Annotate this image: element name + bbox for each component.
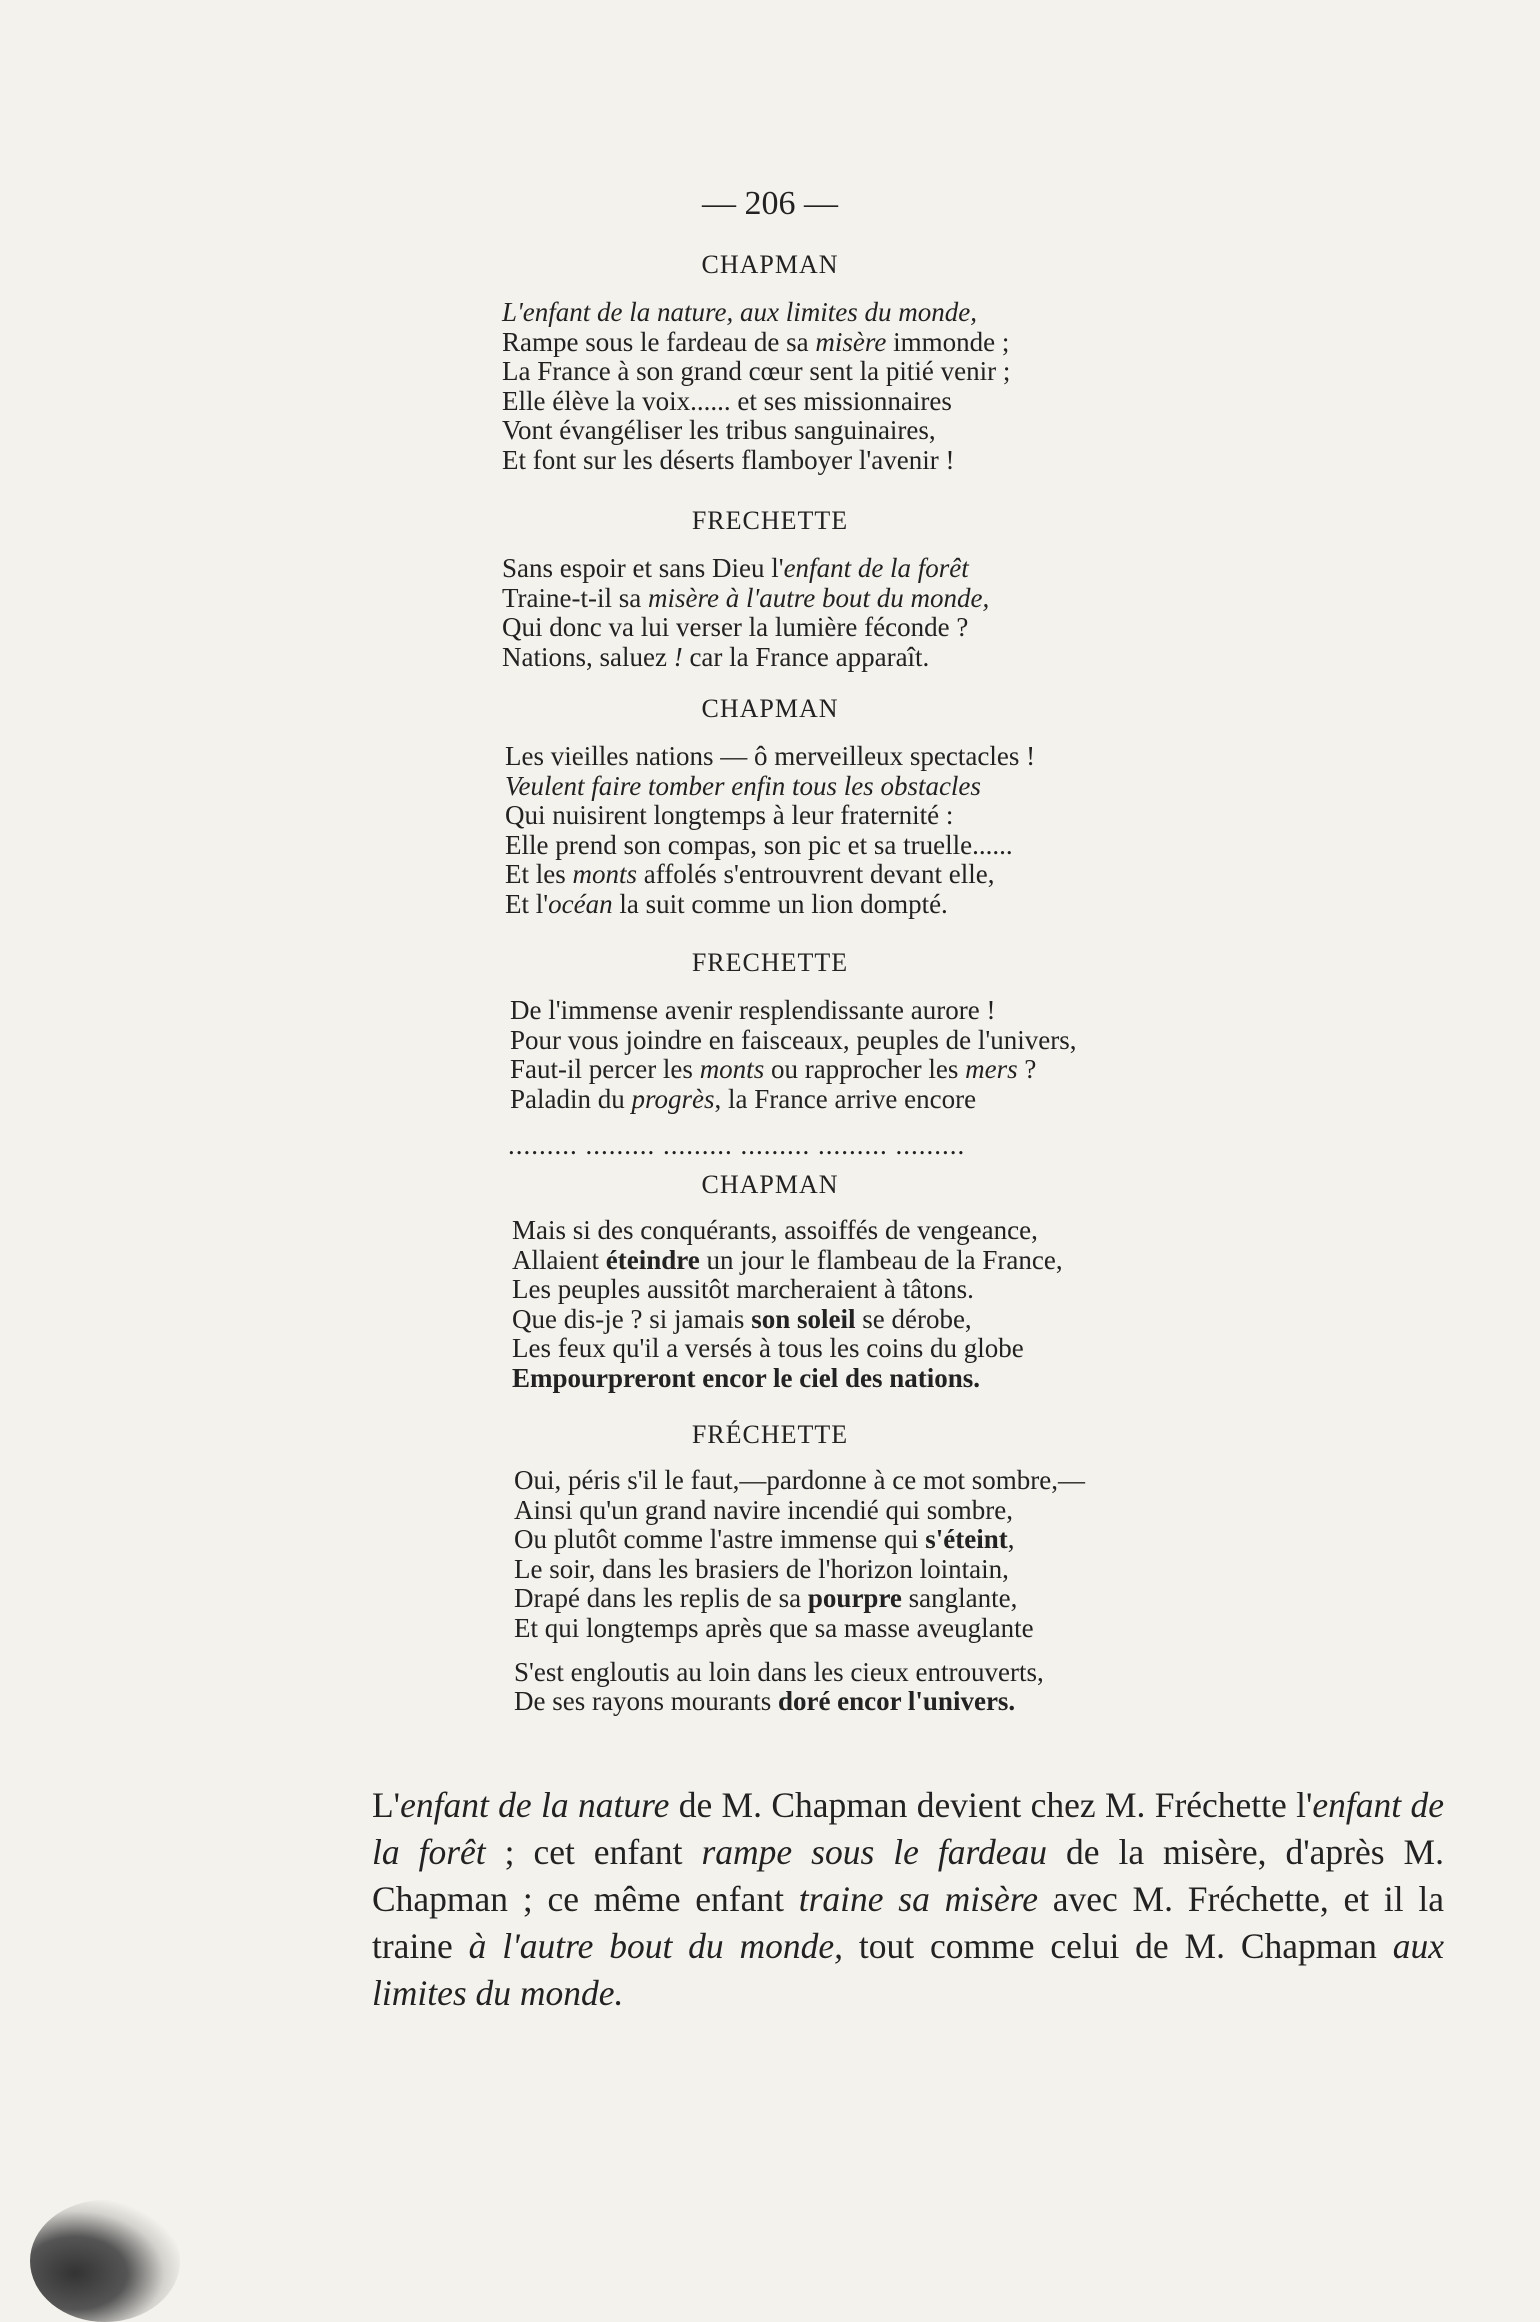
attribution-chapman-3: CHAPMAN xyxy=(701,1170,839,1199)
italic-text: Veulent faire tomber enfin tous les obstacles xyxy=(505,770,981,801)
text-run: ou rapprocher les xyxy=(764,1054,966,1085)
italic-text: mers xyxy=(965,1054,1018,1085)
verse-line xyxy=(502,643,989,673)
italic-text: à l'autre bout du monde, xyxy=(468,1926,844,1966)
verse-line xyxy=(512,1305,1063,1335)
text-run: Oui, péris s'il le faut,—pardonne à ce mot sombre,— xyxy=(514,1465,1085,1495)
text-run: de M. Chapman devient chez M. Fréchette l' xyxy=(669,1785,1313,1825)
text-run: Et les xyxy=(505,859,573,890)
verse-line xyxy=(510,1055,1076,1085)
stanza-4 xyxy=(510,996,1076,1114)
verse-line xyxy=(505,742,1035,772)
text-run: ; cet enfant xyxy=(485,1832,702,1872)
verse-line xyxy=(512,1334,1063,1364)
text-run: Que dis-je ? si jamais xyxy=(512,1303,752,1334)
text-run: Elle élève la voix...... et ses missionnaires xyxy=(502,385,952,416)
verse-line xyxy=(502,554,989,584)
verse-line xyxy=(514,1496,1085,1526)
stanza-1 xyxy=(502,298,1010,476)
italic-text: rampe sous le fardeau xyxy=(701,1832,1047,1872)
verse-line xyxy=(505,890,1035,920)
italic-text: enfant de la forêt xyxy=(783,553,969,583)
italic-text: monts xyxy=(572,859,638,890)
verse-line xyxy=(514,1525,1085,1555)
stanza-5 xyxy=(512,1216,1063,1394)
text-run: Les vieilles nations — ô merveilleux spectacles ! xyxy=(505,741,1036,771)
italic-text: misère à l'autre bout du monde, xyxy=(647,582,990,613)
text-run: un jour le flambeau de la France, xyxy=(699,1244,1063,1275)
verse-line xyxy=(505,801,1035,831)
verse-line xyxy=(510,1026,1076,1056)
text-run: tout comme celui de M. Chapman xyxy=(843,1926,1393,1966)
attribution-chapman-2: CHAPMAN xyxy=(701,694,839,723)
italic-text: misère xyxy=(815,326,887,357)
text-run: Sans espoir et sans Dieu l' xyxy=(502,553,784,583)
text-run: car la France apparaît. xyxy=(682,641,930,672)
attribution-frechette-1: FRECHETTE xyxy=(691,506,849,535)
italic-text: traine sa misère xyxy=(798,1879,1038,1919)
text-run: Rampe sous le fardeau de sa xyxy=(502,326,816,357)
verse-line xyxy=(514,1644,1085,1658)
text-run: Allaient xyxy=(512,1244,606,1275)
verse-line xyxy=(502,328,1010,358)
text-run: Paladin du xyxy=(510,1083,632,1114)
text-run: Les peuples aussitôt marcheraient à tâtons. xyxy=(512,1274,974,1305)
verse-line xyxy=(510,1085,1076,1115)
text-run: Et qui longtemps après que sa masse aveuglante xyxy=(514,1612,1034,1643)
text-run: La France à son grand cœur sent la pitié venir ; xyxy=(502,356,1011,387)
text-run: Vont évangéliser les tribus sanguinaires, xyxy=(502,415,936,446)
verse-line xyxy=(512,1246,1063,1276)
text-run: sanglante, xyxy=(901,1583,1018,1614)
bold-text: Empourpreront encor le ciel des nations. xyxy=(512,1362,980,1393)
verse-line xyxy=(512,1364,1063,1394)
text-run: Qui nuisirent longtemps à leur fraternité : xyxy=(505,800,954,831)
text-run: affolés s'entrouvrent devant elle, xyxy=(637,859,995,890)
italic-text: ! xyxy=(673,641,683,672)
verse-line xyxy=(502,387,1010,417)
bold-text: pourpre xyxy=(807,1583,902,1614)
stanza-2 xyxy=(502,554,989,672)
verse-line xyxy=(514,1614,1085,1644)
text-run: Ainsi qu'un grand navire incendié qui sombre, xyxy=(514,1494,1013,1525)
text-run: Faut-il percer les xyxy=(510,1054,700,1085)
text-run: Et font sur les déserts flamboyer l'avenir ! xyxy=(502,444,955,475)
verse-line xyxy=(502,584,989,614)
verse-line xyxy=(502,357,1010,387)
verse-line xyxy=(502,446,1010,476)
text-run: Pour vous joindre en faisceaux, peuples de l'univers, xyxy=(510,1024,1077,1055)
page-number: — 206 — xyxy=(702,185,838,222)
italic-text: progrès xyxy=(631,1083,715,1114)
text-run: la suit comme un lion dompté. xyxy=(612,888,948,919)
bold-text: doré encor l'univers. xyxy=(777,1686,1016,1717)
text-run: de la misère, d'après M. Chapman ; ce même enfant xyxy=(372,1832,1444,1919)
text-run: Et l' xyxy=(505,888,549,919)
text-run: S'est engloutis au loin dans les cieux entrouverts, xyxy=(514,1656,1044,1687)
bold-text: s'éteint xyxy=(925,1524,1008,1555)
attribution-chapman-1: CHAPMAN xyxy=(701,250,839,279)
verse-line xyxy=(505,860,1035,890)
verse-line xyxy=(514,1466,1085,1496)
text-run: , la France arrive encore xyxy=(714,1083,977,1114)
verse-line xyxy=(505,772,1035,802)
verse-line xyxy=(514,1687,1085,1717)
text-run: ? xyxy=(1017,1054,1037,1085)
verse-line xyxy=(505,831,1035,861)
verse-line xyxy=(510,996,1076,1026)
italic-text: enfant de la nature xyxy=(400,1785,670,1825)
italic-text: océan xyxy=(548,888,613,919)
text-run: Elle prend son compas, son pic et sa truelle...... xyxy=(505,829,1013,860)
text-run: De ses rayons mourants xyxy=(514,1686,778,1717)
text-run: Drapé dans les replis de sa xyxy=(514,1583,808,1614)
verse-line xyxy=(514,1584,1085,1614)
italic-text: aux limites du monde. xyxy=(372,1926,1444,2013)
text-run: Les feux qu'il a versés à tous les coins du globe xyxy=(512,1333,1024,1364)
text-run: Mais si des conquérants, assoiffés de vengeance, xyxy=(512,1215,1038,1245)
stanza-6 xyxy=(514,1466,1085,1717)
bold-text: éteindre xyxy=(605,1244,700,1275)
italic-text: monts xyxy=(699,1054,765,1085)
dot-leader: ......... ......... ......... ......... ......... ......... xyxy=(508,1130,966,1160)
attribution-frechette-3: FRÉCHETTE xyxy=(691,1420,849,1449)
text-run: se dérobe, xyxy=(855,1303,972,1334)
verse-line xyxy=(512,1275,1063,1305)
verse-line xyxy=(502,613,989,643)
italic-text: L'enfant de la nature, aux limites du monde, xyxy=(502,297,977,327)
verse-line xyxy=(514,1555,1085,1585)
italic-text: enfant de la forêt xyxy=(372,1785,1444,1872)
text-run: avec M. Fréchette, et il la traine xyxy=(372,1879,1444,1966)
text-run: L' xyxy=(372,1785,401,1825)
text-run: Ou plutôt comme l'astre immense qui xyxy=(514,1524,926,1555)
attribution-frechette-2: FRECHETTE xyxy=(691,948,849,977)
text-run: Traine-t-il sa xyxy=(502,582,648,613)
commentary-paragraph xyxy=(372,1782,1444,2017)
bold-text: son soleil xyxy=(751,1303,856,1334)
verse-line xyxy=(514,1658,1085,1688)
text-run: , xyxy=(1007,1524,1015,1555)
text-run: De l'immense avenir resplendissante aurore ! xyxy=(510,995,996,1025)
stanza-3 xyxy=(505,742,1035,920)
verse-line xyxy=(502,298,1010,328)
text-run: Le soir, dans les brasiers de l'horizon lointain, xyxy=(514,1553,1009,1584)
verse-line xyxy=(502,416,1010,446)
text-run: Nations, saluez xyxy=(502,641,674,672)
ink-smudge xyxy=(30,2200,180,2322)
text-run: Qui donc va lui verser la lumière féconde ? xyxy=(502,612,969,643)
verse-line xyxy=(512,1216,1063,1246)
text-run: immonde ; xyxy=(886,326,1010,357)
